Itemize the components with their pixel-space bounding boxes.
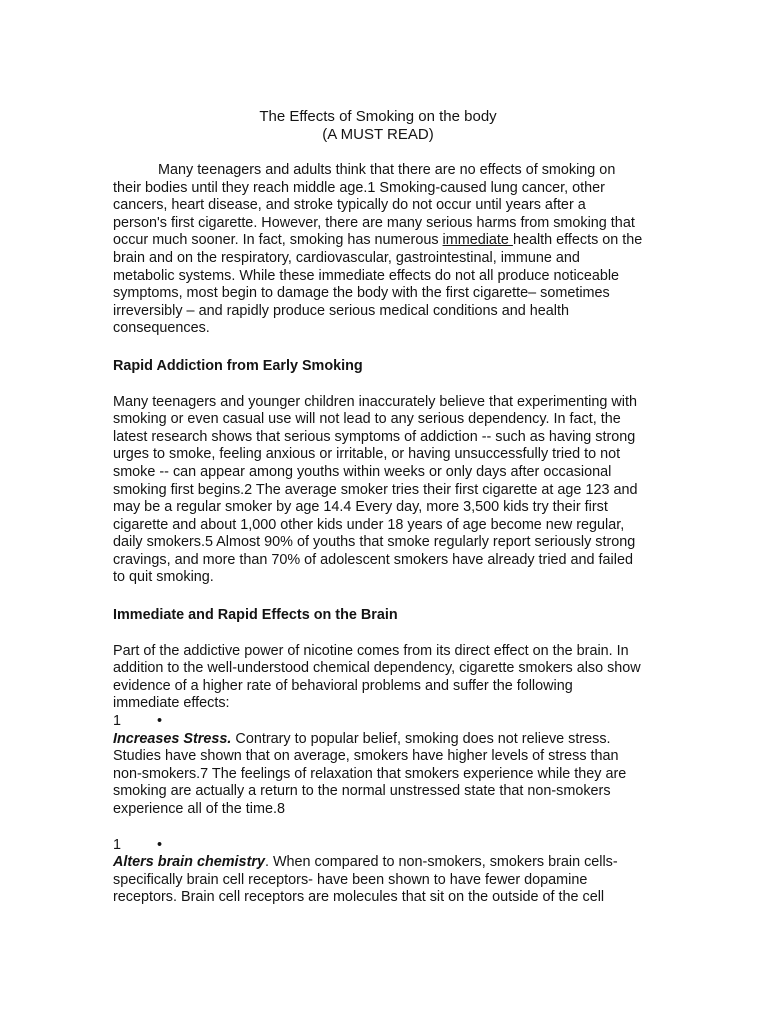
list-item-term: Increases Stress. <box>113 730 232 747</box>
list-number: 1 <box>113 713 122 730</box>
list-marker <box>113 713 643 731</box>
addiction-paragraph: Many teenagers and younger children inaccurately believe that experimenting with smoking or even casual use will not lead to any serious dependency. In fact, the latest research shows that serious symptoms of addiction -- such as having strong urges to smoke, feeling anxious or irritable, or having unsuccessfully tried to not smoke -- can appear among youths within weeks or only days after occasional smoking first begins.2 The average smoker tries their first cigarette at age 123 and may be a regular smoker by age 14.4 Every day, more 3,500 kids try their first cigarette and about 1,000 other kids under 18 years of age become new regular, daily smokers.5 Almost 90% of youths that smoke regularly report seriously strong cravings, and more than 70% of adolescent smokers have already tried and failed to quit smoking. <box>113 393 638 586</box>
title-line-2: (A MUST READ) <box>322 126 434 143</box>
intro-text-start: Many teenagers and adults think that there are no effects of smoking on their bodies until they reach middle age.1 Smoking-caused lung cancer, other cancers, heart disease, and stroke typically do not occur until years after a person's first cigarette. However, there are many serious harms from smoking that occur much sooner. In fact, smoking has numerous <box>113 162 635 249</box>
bullet-icon: • <box>157 836 163 853</box>
list-item <box>113 837 643 907</box>
list-item-text <box>113 731 643 819</box>
list-item-text <box>113 854 643 907</box>
brain-paragraph: Part of the addictive power of nicotine comes from its direct effect on the brain. In addition to the well-understood chemical dependency, cigarette smokers also show evidence of a higher rate of behavioral problems and suffer the following immediate effects: <box>113 642 641 712</box>
intro-text-end: health effects on the brain and on the respiratory, cardiovascular, gastrointestinal, immune and metabolic systems. While these immediate effects do not all produce noticeable symptoms, most begin to damage the body with the first cigarette– sometimes irreversibly – and rapidly produce serious medical conditions and health consequences. <box>113 232 643 337</box>
list-item-body: Contrary to popular belief, smoking does not relieve stress. Studies have shown that on average, smokers have higher levels of stress than non-smokers.7 The feelings of relaxation that smokers experience while they are smoking are actually a return to the normal unstressed state that non-smokers experience all of the time.8 <box>113 730 627 817</box>
document-page <box>113 108 643 907</box>
list-marker <box>113 837 643 855</box>
list-item <box>113 713 643 819</box>
section-heading-brain: Immediate and Rapid Effects on the Brain <box>113 607 398 624</box>
bullet-icon: • <box>157 713 163 730</box>
document-title <box>113 108 643 144</box>
immediate-link[interactable]: immediate <box>442 232 513 249</box>
title-line-1: The Effects of Smoking on the body <box>259 108 497 125</box>
intro-paragraph <box>113 162 643 338</box>
spacer <box>113 819 643 837</box>
list-item-term: Alters brain chemistry <box>113 854 265 871</box>
list-item-body: . When compared to non-smokers, smokers brain cells- specifically brain cell receptors- have been shown to have fewer dopamine receptors. Brain cell receptors are molecules that sit on the outside of the cell <box>113 854 618 906</box>
list-number: 1 <box>113 836 122 853</box>
section-heading-addiction: Rapid Addiction from Early Smoking <box>113 357 363 374</box>
